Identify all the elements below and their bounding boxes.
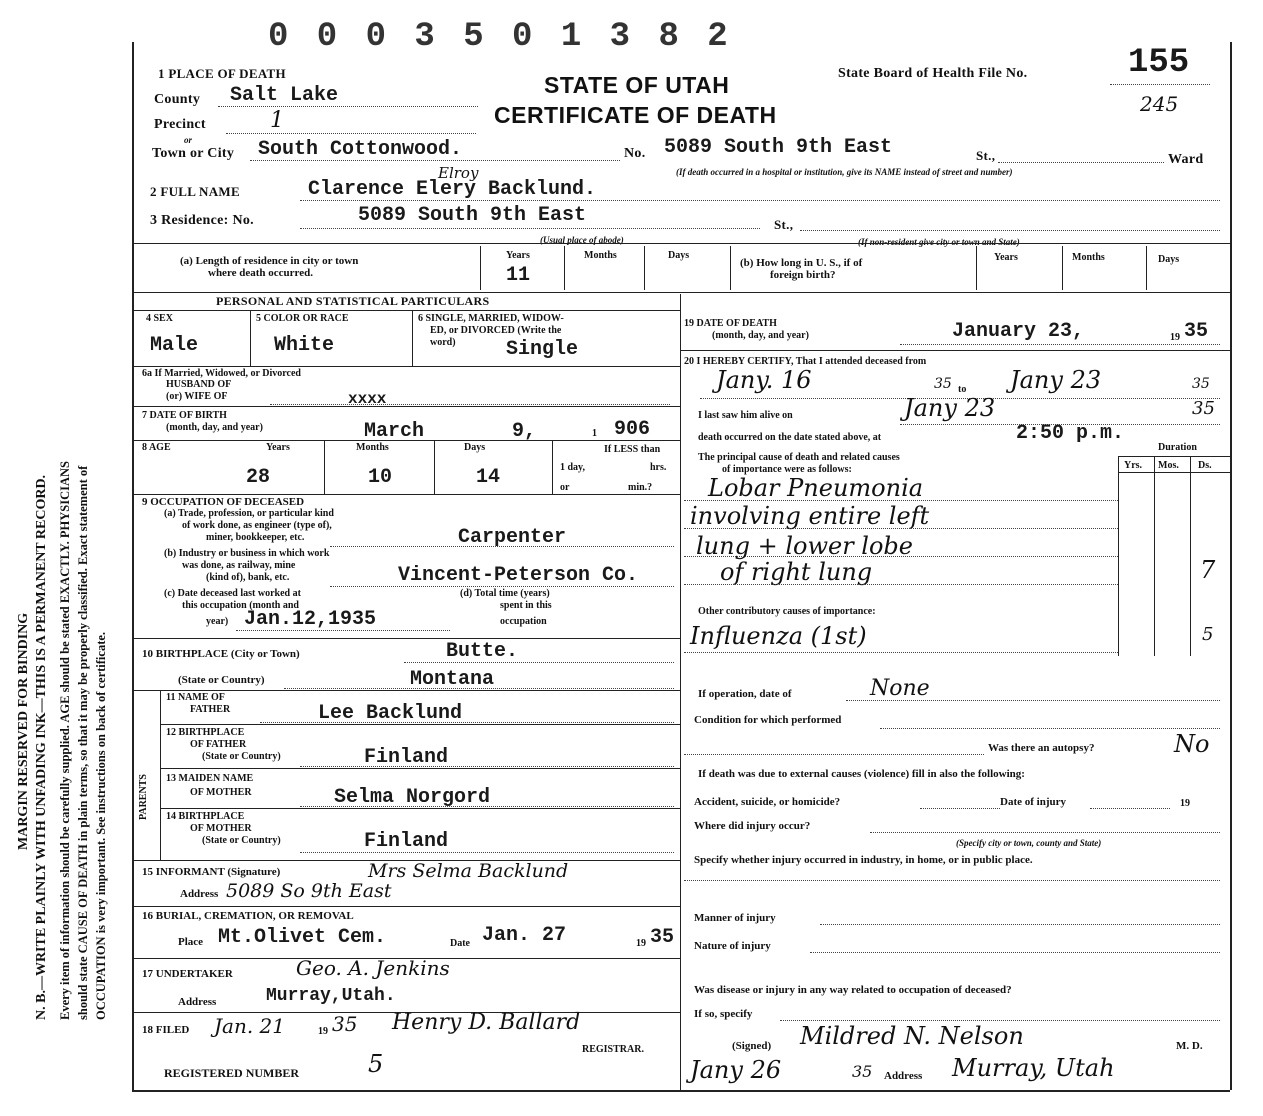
age-days: 14 [476,466,501,489]
dob-day: 9, [512,420,537,443]
attended-to: Jany 23 [1010,366,1102,394]
burial-label: 16 BURIAL, CREMATION, OR REMOVAL [142,910,354,922]
spouse-label-1: 6a If Married, Widowed, or Divorced [142,368,301,379]
foreign-days-label: Days [1158,254,1180,265]
length-years-value: 11 [506,264,531,287]
death-year: 35 [1184,320,1209,343]
place-of-death-label: 1 PLACE OF DEATH [158,66,286,81]
dob-year-prefix: 1 [592,428,597,439]
undertaker-signature: Geo. A. Jenkins [296,956,450,980]
registrar-signature: Henry D. Ballard [392,1010,581,1035]
informant-address-label: Address [180,888,219,900]
personal-heading: PERSONAL AND STATISTICAL PARTICULARS [216,294,490,308]
occ-a-1: (a) Trade, profession, or particular kind [164,508,334,519]
death-date-label-1: 19 DATE OF DEATH [684,318,777,329]
cause-line-3: lung + lower lobe [696,532,913,560]
autopsy-label: Was there an autopsy? [988,742,1095,754]
margin-instructions-2: should state CAUSE OF DEATH in plain terms, so that it may be properly classified. Exact statement of [76,465,90,1020]
death-year-prefix: 19 [1170,332,1180,343]
if-so-label: If so, specify [694,1008,753,1020]
death-time: 2:50 p.m. [1016,422,1125,445]
full-name-value: Clarence Elery Backlund. [308,178,597,201]
ward-label: Ward [1168,152,1204,167]
margin-binding-note: MARGIN RESERVED FOR BINDING [16,612,31,850]
sex-label: 4 SEX [146,313,173,324]
parents-side-label: PARENTS [138,774,149,820]
length-years-label: Years [506,250,530,261]
street-label: St., [976,148,996,163]
undertaker-address: Murray,Utah. [266,986,396,1006]
burial-year-prefix: 19 [636,938,646,949]
mbirth-label-1: 14 BIRTHPLACE [166,811,245,822]
certify-label: 20 I HEREBY CERTIFY, That I attended deceased from [684,356,927,367]
informant-label: 15 INFORMANT (Signature) [142,866,281,878]
where-injury-note: (Specify city or town, county and State) [956,838,1102,848]
mother-label-1: 13 MAIDEN NAME [166,773,254,784]
hospital-note: (If death occurred in a hospital or institution, give its NAME instead of street and number) [676,167,1013,177]
age-days-label: Days [464,442,486,453]
dob-label-1: 7 DATE OF BIRTH [142,410,227,421]
registered-number-label: REGISTERED NUMBER [164,1066,300,1080]
specify-injury-label: Specify whether injury occurred in industry, in home, or in public place. [694,854,1033,866]
age-months: 10 [368,466,393,489]
other-causes-label: Other contributory causes of importance: [698,606,876,617]
spouse-label-3: (or) WIFE OF [166,391,228,402]
attended-to-year: 35 [1192,376,1210,392]
cause-line-2: involving entire left [690,502,930,530]
filed-year: 35 [332,1012,358,1036]
occupation-value: Carpenter [458,526,567,549]
age-months-label: Months [356,442,389,453]
dob-label-2: (month, day, and year) [166,422,263,433]
injury-date-label: Date of injury [1000,796,1066,808]
other-cause: Influenza (1st) [690,622,867,650]
precinct-value: 1 [270,108,284,133]
last-saw-date: Jany 23 [904,394,996,422]
signed-label: (Signed) [732,1040,772,1052]
length-days-label: Days [668,250,690,261]
death-date: January 23, [952,320,1085,343]
name-correction: Elroy [438,164,479,182]
less-than-label: If LESS than [604,444,661,455]
injury-year-prefix: 19 [1180,798,1190,809]
occ-c-1: (c) Date deceased last worked at [164,588,301,599]
related-label: Was disease or injury in any way related to occupation of deceased? [694,984,1012,996]
occ-b-1: (b) Industry or business in which work [164,548,330,559]
death-date-label-2: (month, day, and year) [712,330,809,341]
town-label: Town or City [152,146,235,161]
length-b-label2: foreign birth? [770,269,836,281]
street-no-label: No. [624,146,646,161]
nature-label: Nature of injury [694,940,771,952]
color-value: White [274,334,335,357]
birthplace-state-label: (State or Country) [178,674,265,686]
marital-label-3: word) [430,337,456,348]
certificate-title: CERTIFICATE OF DEATH [494,102,777,128]
manner-label: Manner of injury [694,912,776,924]
dob-year: 906 [614,418,651,441]
burial-date-label: Date [450,938,470,949]
industry-value: Vincent-Peterson Co. [398,564,639,587]
foreign-months-label: Months [1072,252,1105,263]
birthplace-city: Butte. [446,640,519,663]
where-injury-label: Where did injury occur? [694,820,811,832]
father-label-1: 11 NAME OF [166,692,225,703]
mbirth-label-2: OF MOTHER [190,823,252,834]
mother-name: Selma Norgord [334,786,491,809]
serial-number: 0 0 0 3 5 0 1 3 8 2 [268,18,732,56]
length-a-label: (a) Length of residence in city or town [180,255,359,267]
cause-label-1: The principal cause of death and related causes [698,452,900,463]
informant-address: 5089 So 9th East [226,880,392,902]
md-label: M. D. [1176,1040,1203,1052]
occ-d-2: spent in this [500,600,552,611]
cause-line-4: of right lung [720,558,873,586]
undertaker-label: 17 UNDERTAKER [142,968,233,980]
file-sub-number: 245 [1140,92,1179,116]
town-value: South Cottonwood. [258,138,463,161]
occ-a-3: miner, bookkeeper, etc. [206,532,305,543]
fbirth-label-2: OF FATHER [190,739,247,750]
condition-label: Condition for which performed [694,714,842,726]
occupation-label: 9 OCCUPATION OF DECEASED [142,496,305,508]
cause-label-2: of importance were as follows: [722,464,852,475]
sign-address: Murray, Utah [952,1054,1115,1082]
mother-birthplace: Finland [364,830,449,853]
margin-instructions-3: OCCUPATION is very important. See instructions on back of certificate. [94,631,108,1020]
age-label: 8 AGE [142,442,171,453]
attended-from: Jany. 16 [716,366,812,394]
less-or-label: or [560,482,570,493]
death-time-label: death occurred on the date stated above, at [698,432,882,443]
spouse-label-2: HUSBAND OF [166,379,232,390]
physician-signature: Mildred N. Nelson [800,1022,1024,1050]
other-duration-days: 5 [1202,624,1214,645]
occ-c-2: this occupation (month and [182,600,299,611]
operation-value: None [870,676,930,701]
cause-line-1: Lobar Pneumonia [708,474,924,502]
filed-date: Jan. 21 [214,1014,285,1038]
mbirth-label-3: (State or Country) [202,835,281,846]
or-label: or [184,135,193,145]
accident-label: Accident, suicide, or homicide? [694,796,841,808]
color-label: 5 COLOR OR RACE [256,313,349,324]
burial-year: 35 [650,926,675,949]
less-hrs-label: hrs. [650,462,667,473]
birthplace-label: 10 BIRTHPLACE (City or Town) [142,648,300,660]
burial-place: Mt.Olivet Cem. [218,926,387,949]
burial-date: Jan. 27 [482,924,567,947]
duration-ds: Ds. [1198,460,1212,471]
file-number-label: State Board of Health File No. [838,66,1028,81]
sign-date: Jany 26 [690,1056,782,1084]
length-a-label2: where death occurred. [208,267,313,279]
fbirth-label-1: 12 BIRTHPLACE [166,727,245,738]
spouse-value: xxxx [348,390,387,408]
registered-number: 5 [368,1050,384,1078]
sign-address-label: Address [884,1070,923,1082]
informant-signature: Mrs Selma Backlund [368,860,569,882]
last-worked-value: Jan.12,1935 [244,608,377,631]
foreign-years-label: Years [994,252,1018,263]
sign-year: 35 [852,1062,873,1081]
father-name: Lee Backlund [318,702,463,725]
non-resident-note: (If non-resident give city or town and State) [858,237,1020,247]
file-number: 155 [1128,44,1190,82]
operation-label: If operation, date of [698,688,792,700]
county-value: Salt Lake [230,84,339,107]
father-birthplace: Finland [364,746,449,769]
margin-ink-note: N. B.—WRITE PLAINLY WITH UNFADING INK—THIS IS A PERMANENT RECORD. [34,474,49,1020]
margin-instructions-1: Every item of information should be carefully supplied. AGE should be stated EXACTLY. PHYSICIANS [58,461,72,1020]
full-name-label: 2 FULL NAME [150,184,240,199]
filed-year-prefix: 19 [318,1026,328,1037]
usual-abode-note: (Usual place of abode) [540,235,624,245]
duration-mos: Mos. [1158,460,1179,471]
birthplace-state: Montana [410,668,495,691]
residence-value: 5089 South 9th East [358,204,587,227]
residence-label: 3 Residence: No. [150,213,254,228]
marital-label-2: ED, or DIVORCED (Write the [430,325,562,336]
autopsy-value: No [1174,730,1210,758]
occ-c-3: year) [206,616,229,627]
length-b-label: (b) How long in U. S., if of [740,257,863,269]
occ-d-1: (d) Total time (years) [460,588,550,599]
last-saw-year: 35 [1192,398,1215,419]
burial-place-label: Place [178,936,204,948]
duration-label: Duration [1158,442,1197,453]
state-title: STATE OF UTAH [544,72,730,98]
marital-value: Single [506,338,579,361]
sex-value: Male [150,334,199,357]
age-years: 28 [246,466,271,489]
attended-to-label: to [958,384,967,395]
attended-from-year: 35 [934,376,952,392]
filed-label: 18 FILED [142,1024,190,1036]
external-causes-label: If death was due to external causes (violence) fill in also the following: [698,768,1025,780]
county-label: County [154,92,201,107]
cause-duration-days: 7 [1200,556,1216,584]
occ-a-2: of work done, as engineer (type of), [182,520,332,531]
father-label-2: FATHER [190,704,231,715]
less-day-label: 1 day, [560,462,586,473]
less-min-label: min.? [628,482,653,493]
age-years-label: Years [266,442,290,453]
undertaker-address-label: Address [178,996,217,1008]
occ-b-3: (kind of), bank, etc. [206,572,290,583]
dob-month: March [364,420,425,443]
length-months-label: Months [584,250,617,261]
registrar-label: REGISTRAR. [582,1044,644,1055]
precinct-label: Precinct [154,117,206,132]
marital-label-1: 6 SINGLE, MARRIED, WIDOW- [418,313,564,324]
street-no-value: 5089 South 9th East [664,136,893,159]
occ-d-3: occupation [500,616,547,627]
residence-st-label: St., [774,217,794,232]
duration-yrs: Yrs. [1124,460,1143,471]
fbirth-label-3: (State or Country) [202,751,281,762]
occ-b-2: was done, as railway, mine [182,560,296,571]
mother-label-2: OF MOTHER [190,787,252,798]
last-saw-label: I last saw him alive on [698,410,793,421]
